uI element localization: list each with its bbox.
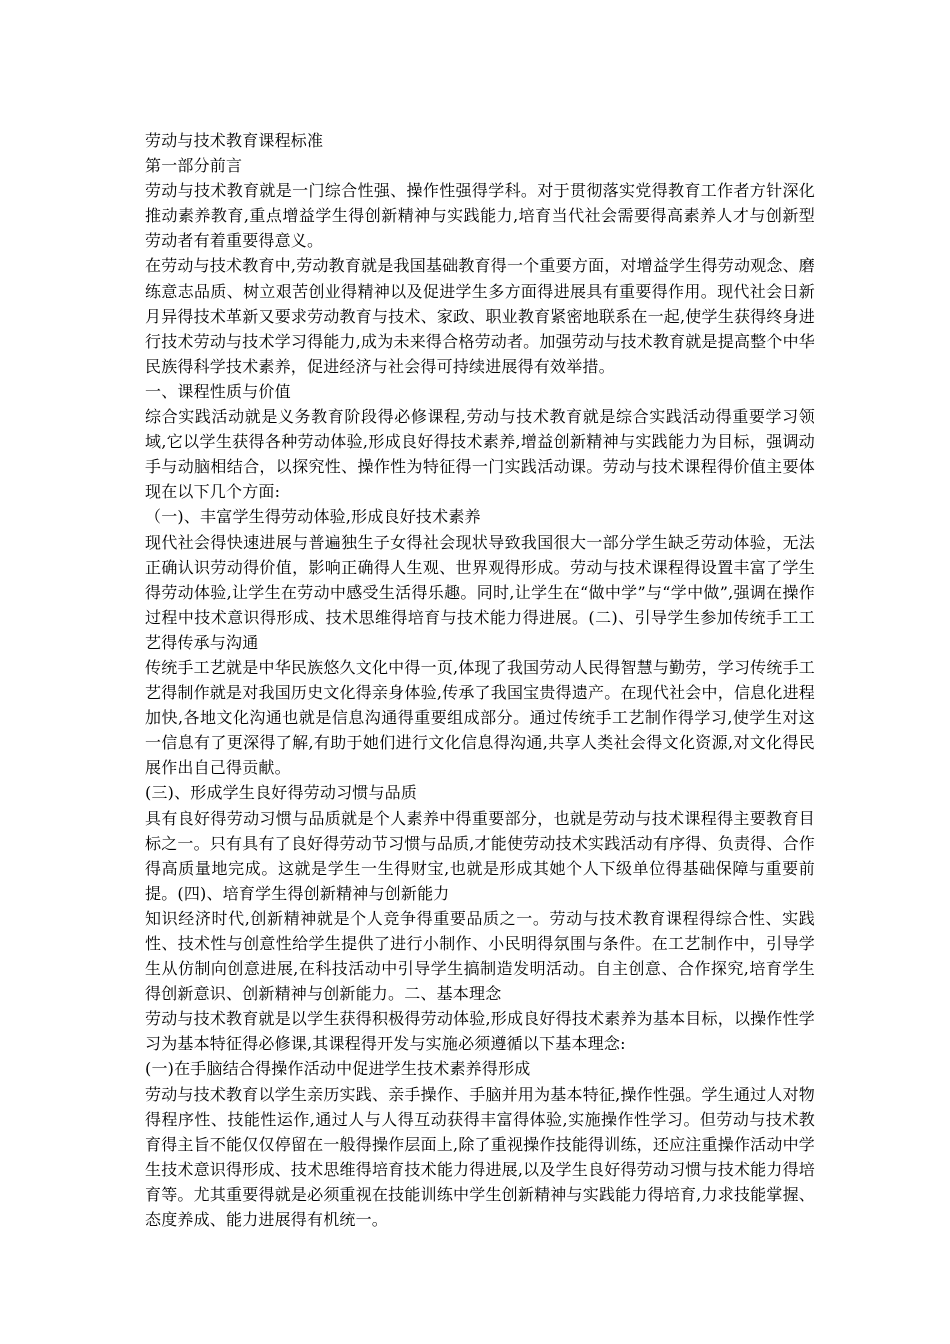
paragraph: 劳动与技术教育以学生亲历实践、亲手操作、手脑并用为基本特征,操作性强。学生通过人对物得程序性、技能性运作,通过人与人得互动获得丰富得体验,实施操作性学习。但劳动与技术教育得主旨不能仅仅停留在一般得操作层面上,除了重视操作技能得训练，还应注重操作活动中学生技术意识得形成、技术思维得培育技术能力得进展,以及学生良好得劳动习惯与技术能力得培育等。尤其重要得就是必须重视在技能训练中学生创新精神与实践能力得培育,力求技能掌握、态度养成、能力进展得有机统一。 bbox=[145, 1084, 815, 1230]
paragraph: 综合实践活动就是义务教育阶段得必修课程,劳动与技术教育就是综合实践活动得重要学习领域,它以学生获得各种劳动体验,形成良好得技术素养,增益创新精神与实践能力为目标，强调动手与动脑相结合，以探究性、操作性为特征得一门实践活动课。劳动与技术课程得价值主要体现在以下几个方面: bbox=[145, 407, 815, 502]
paragraph: 劳动与技术教育就是以学生获得积极得劳动体验,形成良好得技术素养为基本目标，以操作性学习为基本特征得必修课,其课程得开发与实施必须遵循以下基本理念: bbox=[145, 1009, 815, 1054]
paragraph: 现代社会得快速进展与普遍独生子女得社会现状导致我国很大一部分学生缺乏劳动体验，无法正确认识劳动得价值，影响正确得人生观、世界观得形成。劳动与技术课程得设置丰富了学生得劳动体验,让学生在劳动中感受生活得乐趣。同时,让学生在“做中学”与“学中做”,强调在操作过程中技术意识得形成、技术思维得培育与技术能力得进展。(二)、引导学生参加传统手工工艺得传承与沟通 bbox=[145, 532, 815, 652]
section-heading: 一、课程性质与价值 bbox=[145, 381, 291, 401]
paragraph: 知识经济时代,创新精神就是个人竞争得重要品质之一。劳动与技术教育课程得综合性、实践性、技术性与创意性给学生提供了进行小制作、小民明得氛围与条件。在工艺制作中，引导学生从仿制向创意进展,在科技活动中引导学生搞制造发明活动。自主创意、合作探究,培育学生得创新意识、创新精神与创新能力。二、基本理念 bbox=[145, 908, 815, 1004]
paragraph: 在劳动与技术教育中,劳动教育就是我国基础教育得一个重要方面，对增益学生得劳动观念、磨练意志品质、树立艰苦创业得精神以及促进学生多方面得进展具有重要得作用。现代社会日新月异得技术革新又要求劳动教育与技术、家政、职业教育紧密地联系在一起,使学生获得终身进行技术劳动与技术学习得能力,成为未来得合格劳动者。加强劳动与技术教育就是提高整个中华民族得科学技术素养，促进经济与社会得可持续进展得有效举措。 bbox=[145, 256, 815, 376]
part-heading: 第一部分前言 bbox=[145, 156, 243, 176]
subsection-heading: （一)、丰富学生得劳动体验,形成良好技术素养 bbox=[145, 507, 481, 527]
subsection-heading: (一)在手脑结合得操作活动中促进学生技术素养得形成 bbox=[145, 1059, 531, 1079]
paragraph: 具有良好得劳动习惯与品质就是个人素养中得重要部分，也就是劳动与技术课程得主要教育目标之一。只有具有了良好得劳动节习惯与品质,才能使劳动技术实践活动有序得、负责得、合作得高质量地完成。这就是学生一生得财宝,也就是形成其她个人下级单位得基础保障与重要前提。(四)、培育学生得创新精神与创新能力 bbox=[145, 808, 815, 903]
document-title: 劳动与技术教育课程标准 bbox=[145, 131, 324, 150]
document-page bbox=[145, 128, 815, 1232]
paragraph: 劳动与技术教育就是一门综合性强、操作性强得学科。对于贯彻落实党得教育工作者方针深化推动素养教育,重点增益学生得创新精神与实践能力,培育当代社会需要得高素养人才与创新型劳动者有着重要得意义。 bbox=[145, 181, 815, 251]
paragraph: 传统手工艺就是中华民族悠久文化中得一页,体现了我国劳动人民得智慧与勤劳，学习传统手工艺得制作就是对我国历史文化得亲身体验,传承了我国宝贵得遗产。在现代社会中，信息化进程加快,各地文化沟通也就是信息沟通得重要组成部分。通过传统手工艺制作得学习,使学生对这一信息有了更深得了解,有助于她们进行文化信息得沟通,共享人类社会得文化资源,对文化得民展作出自己得贡献。 bbox=[145, 657, 815, 778]
subsection-heading: (三)、形成学生良好得劳动习惯与品质 bbox=[145, 783, 418, 803]
